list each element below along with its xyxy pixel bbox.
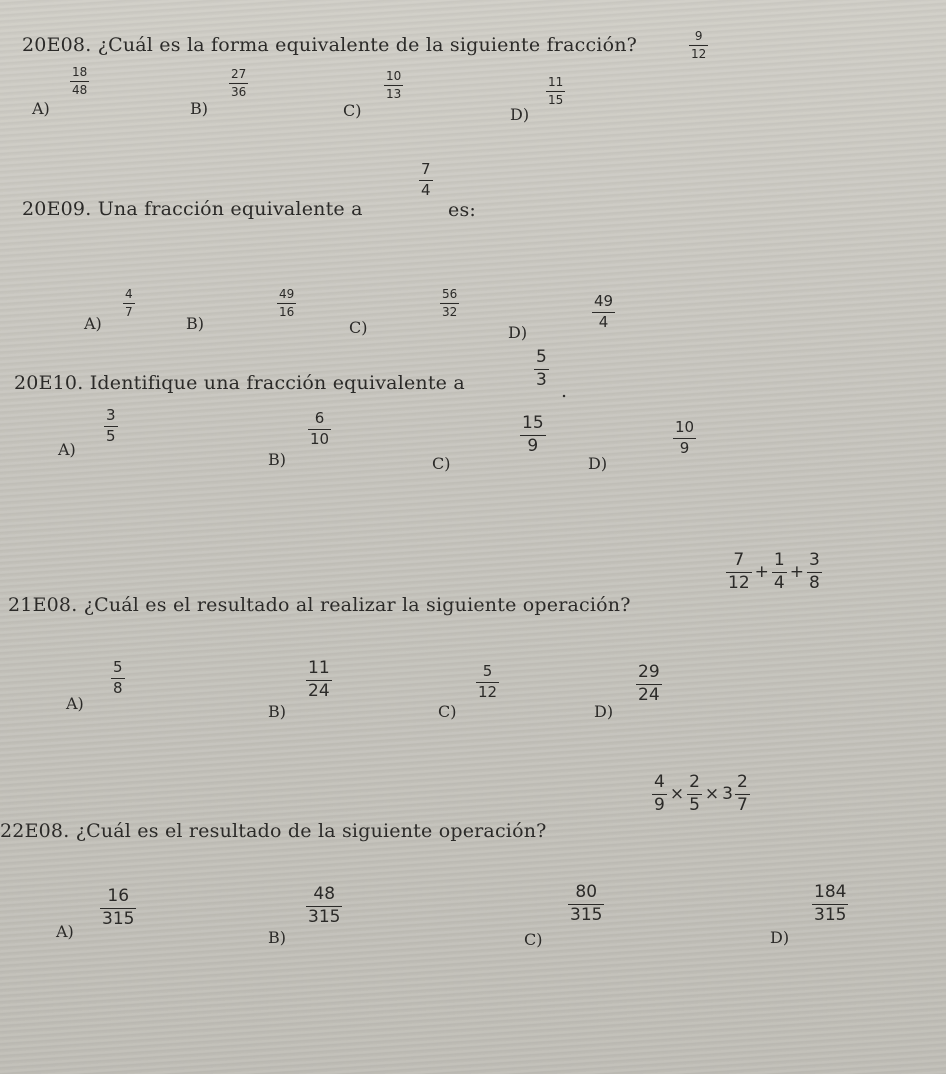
q5-option-a-letter: A)	[56, 922, 74, 941]
q5-expression	[652, 774, 750, 815]
fraction-den: 315	[570, 904, 603, 925]
fraction-den: 315	[102, 908, 135, 929]
fraction-num: 16	[107, 886, 130, 906]
fraction-num: 2	[689, 772, 700, 792]
fraction-num: 11	[548, 75, 564, 89]
fraction-den: 4	[773, 572, 785, 593]
q3-option-c-letter: C)	[432, 454, 451, 473]
fraction-num: 10	[386, 69, 402, 83]
q4-option-d-letter: D)	[594, 702, 614, 721]
q3-option-d-fraction	[673, 420, 696, 457]
fraction-bar	[277, 303, 296, 304]
q1-option-c-fraction	[384, 70, 403, 100]
q2-option-a-fraction	[123, 288, 135, 318]
q2-text: 20E09. Una fracción equivalente a	[22, 198, 363, 220]
fraction-num: 49	[594, 292, 614, 310]
q3-option-c-fraction	[520, 415, 546, 456]
plus-operator: +	[789, 562, 804, 583]
fraction-num: 15	[522, 413, 544, 433]
q5-option-d-fraction	[812, 884, 848, 925]
plus-operator: +	[754, 562, 769, 583]
fraction-num: 3	[106, 406, 116, 424]
fraction-num: 11	[308, 658, 330, 678]
q5-option-b-letter: B)	[268, 928, 286, 947]
fraction-den: 8	[113, 678, 123, 697]
q4-option-c-fraction	[476, 664, 499, 701]
q4-option-a-fraction	[111, 660, 125, 697]
q4-option-b-letter: B)	[268, 702, 286, 721]
fraction-den: 8	[808, 572, 820, 593]
fraction-num: 4	[125, 287, 133, 301]
fraction-den: 15	[548, 92, 564, 107]
q4-term-3	[807, 552, 822, 593]
fraction-num: 80	[575, 882, 598, 902]
q1-option-d-letter: D)	[510, 105, 530, 124]
q1-text: 20E08. ¿Cuál es la forma equivalente de la siguiente fracción?	[22, 34, 638, 56]
fraction-den: 9	[527, 435, 539, 456]
fraction-den: 24	[638, 684, 660, 705]
fraction-num: 27	[231, 67, 247, 81]
fraction-den: 5	[106, 426, 116, 445]
q2-option-d-fraction	[592, 294, 615, 331]
fraction-den: 32	[442, 304, 458, 319]
q3-fraction	[534, 349, 549, 390]
fraction-num: 56	[442, 287, 458, 301]
fraction-den: 48	[72, 82, 88, 97]
q5-term-3	[735, 774, 750, 815]
fraction-den: 24	[308, 680, 330, 701]
q1-fraction-den: 12	[691, 46, 707, 61]
fraction-den: 9	[654, 794, 665, 815]
fraction-num: 10	[675, 418, 695, 436]
q5-option-a-fraction	[100, 888, 136, 929]
times-operator: ×	[704, 784, 720, 805]
q2-option-b-fraction	[277, 288, 296, 318]
q3-option-b-letter: B)	[268, 450, 286, 469]
q5-term-2	[687, 774, 702, 815]
fraction-bar	[123, 303, 135, 304]
fraction-bar	[546, 91, 565, 92]
fraction-num: 1	[773, 550, 785, 570]
q4-term-2	[772, 552, 787, 593]
fraction-den: 7	[736, 794, 748, 815]
q2-suffix: es:	[448, 199, 476, 221]
q5-option-c-letter: C)	[524, 930, 543, 949]
fraction-den: 315	[308, 906, 341, 927]
fraction-den: 315	[814, 904, 847, 925]
fraction-den: 12	[728, 572, 750, 593]
q1-option-b-fraction	[229, 68, 248, 98]
q4-term-1	[726, 552, 752, 593]
q3-text: 20E10. Identifique una fracción equivalente a	[14, 372, 465, 394]
q2-option-d-letter: D)	[508, 323, 528, 342]
q3-suffix: .	[561, 380, 568, 402]
fraction-den: 4	[598, 312, 609, 331]
fraction-num: 5	[536, 347, 547, 367]
fraction-num: 3	[808, 550, 820, 570]
fraction-den: 3	[536, 369, 547, 390]
fraction-bar	[384, 85, 403, 86]
fraction-den: 12	[478, 682, 498, 701]
q1-option-b-letter: B)	[190, 99, 208, 118]
fraction-num: 7	[733, 550, 745, 570]
fraction-num: 7	[421, 160, 431, 178]
fraction-bar	[440, 303, 459, 304]
fraction-num: 2	[736, 772, 748, 792]
q2-option-c-letter: C)	[349, 318, 368, 337]
fraction-num: 29	[638, 662, 660, 682]
q4-option-b-fraction	[306, 660, 332, 701]
q5-text: 22E08. ¿Cuál es el resultado de la siguiente operación?	[0, 820, 547, 842]
q5-term-1	[652, 774, 667, 815]
q4-text: 21E08. ¿Cuál es el resultado al realizar la siguiente operación?	[8, 594, 631, 616]
q1-option-a-letter: A)	[32, 99, 50, 118]
mixed-number-whole: 3	[722, 784, 733, 805]
fraction-num: 184	[814, 882, 847, 902]
q1-option-d-fraction	[546, 76, 565, 106]
q4-expression	[726, 552, 822, 593]
q3-option-b-fraction	[308, 411, 331, 448]
q3-option-a-letter: A)	[58, 440, 76, 459]
fraction-num: 6	[314, 409, 325, 427]
fraction-den: 16	[279, 304, 295, 319]
fraction-num: 4	[654, 772, 665, 792]
fraction-num: 49	[279, 287, 295, 301]
q2-option-b-letter: B)	[186, 314, 204, 333]
q4-option-d-fraction	[636, 664, 662, 705]
fraction-num: 5	[113, 658, 123, 676]
fraction-num: 48	[313, 884, 336, 904]
q5-option-d-letter: D)	[770, 928, 790, 947]
q1-option-a-fraction	[70, 66, 89, 96]
fraction-den: 5	[689, 794, 700, 815]
fraction-den: 4	[421, 180, 431, 199]
fraction-bar	[229, 83, 248, 84]
q3-option-d-letter: D)	[588, 454, 608, 473]
fraction-den: 36	[231, 84, 247, 99]
fraction-den: 13	[386, 86, 402, 101]
q3-option-a-fraction	[104, 408, 118, 445]
q5-option-c-fraction	[568, 884, 604, 925]
fraction-den: 10	[310, 429, 330, 448]
q2-option-a-letter: A)	[84, 314, 102, 333]
q5-option-b-fraction	[306, 886, 342, 927]
q4-option-a-letter: A)	[66, 694, 84, 713]
fraction-num: 18	[72, 65, 88, 79]
fraction-bar	[689, 45, 708, 46]
q4-option-c-letter: C)	[438, 702, 457, 721]
fraction-den: 7	[125, 304, 133, 319]
q1-fraction-num: 9	[694, 29, 703, 43]
q1-fraction	[689, 30, 708, 60]
fraction-num: 5	[482, 662, 493, 680]
times-operator: ×	[669, 784, 685, 805]
fraction-bar	[70, 81, 89, 82]
q1-option-c-letter: C)	[343, 101, 362, 120]
q2-option-c-fraction	[440, 288, 459, 318]
q2-fraction	[419, 162, 433, 199]
fraction-den: 9	[679, 438, 690, 457]
